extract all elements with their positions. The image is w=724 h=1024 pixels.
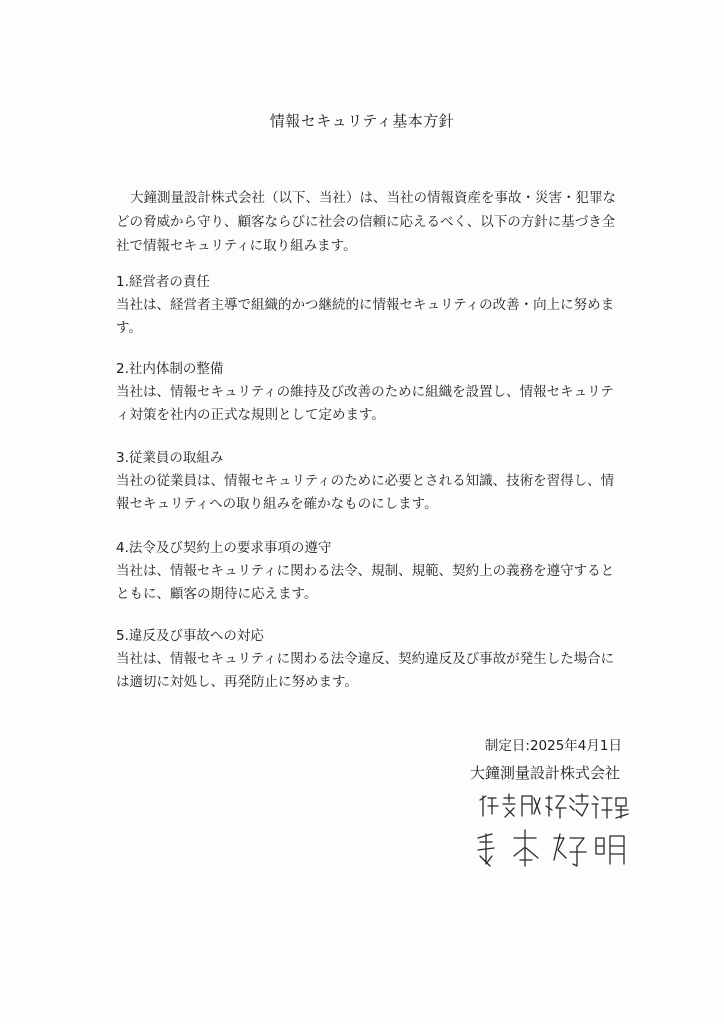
section-heading: 1.経営者の責任 — [116, 274, 210, 290]
enactment-date: 制定日:2025年4月1日 — [484, 738, 622, 754]
section-body: 当社は、情報セキュリティの維持及び改善のために組織を設置し、情報セキュリティ対策を社内の正式な規則として定めます。 — [116, 384, 614, 423]
company-name: 大鐘測量設計株式会社 — [469, 764, 620, 782]
section-3 — [116, 447, 616, 516]
section-2 — [116, 358, 616, 427]
section-4 — [116, 537, 616, 606]
section-1 — [116, 271, 616, 340]
section-body: 当社は、情報セキュリティに関わる法令違反、契約違反及び事故が発生した場合には適切に対処し、再発防止に努めます。 — [116, 651, 615, 690]
section-body: 当社は、情報セキュリティに関わる法令、規制、規範、契約上の義務を遵守するとともに、顧客の期待に応えます。 — [116, 563, 615, 602]
section-body: 当社の従業員は、情報セキュリティのために必要とされる知識、技術を習得し、情報セキュリティへの取り組みを確かなものにします。 — [116, 473, 615, 512]
signature-drawing — [470, 790, 640, 880]
section-body: 当社は、経営者主導で組織的かつ継続的に情報セキュリティの改善・向上に努めます。 — [116, 297, 615, 336]
document-title: 情報セキュリティ基本方針 — [269, 112, 455, 130]
section-heading: 5.違反及び事故への対応 — [116, 628, 264, 644]
section-heading: 4.法令及び契約上の要求事項の遵守 — [116, 540, 332, 556]
section-5 — [116, 625, 616, 694]
section-heading: 3.従業員の取組み — [116, 450, 224, 466]
intro-paragraph: 大鐘測量設計株式会社（以下、当社）は、当社の情報資産を事故・災害・犯罪などの脅威から守り、顧客ならびに社会の信頼に応えるべく、以下の方針に基づき全社で情報セキュリティに取り組みます。 — [116, 190, 616, 254]
section-heading: 2.社内体制の整備 — [116, 361, 224, 377]
handwritten-signature — [470, 790, 640, 880]
